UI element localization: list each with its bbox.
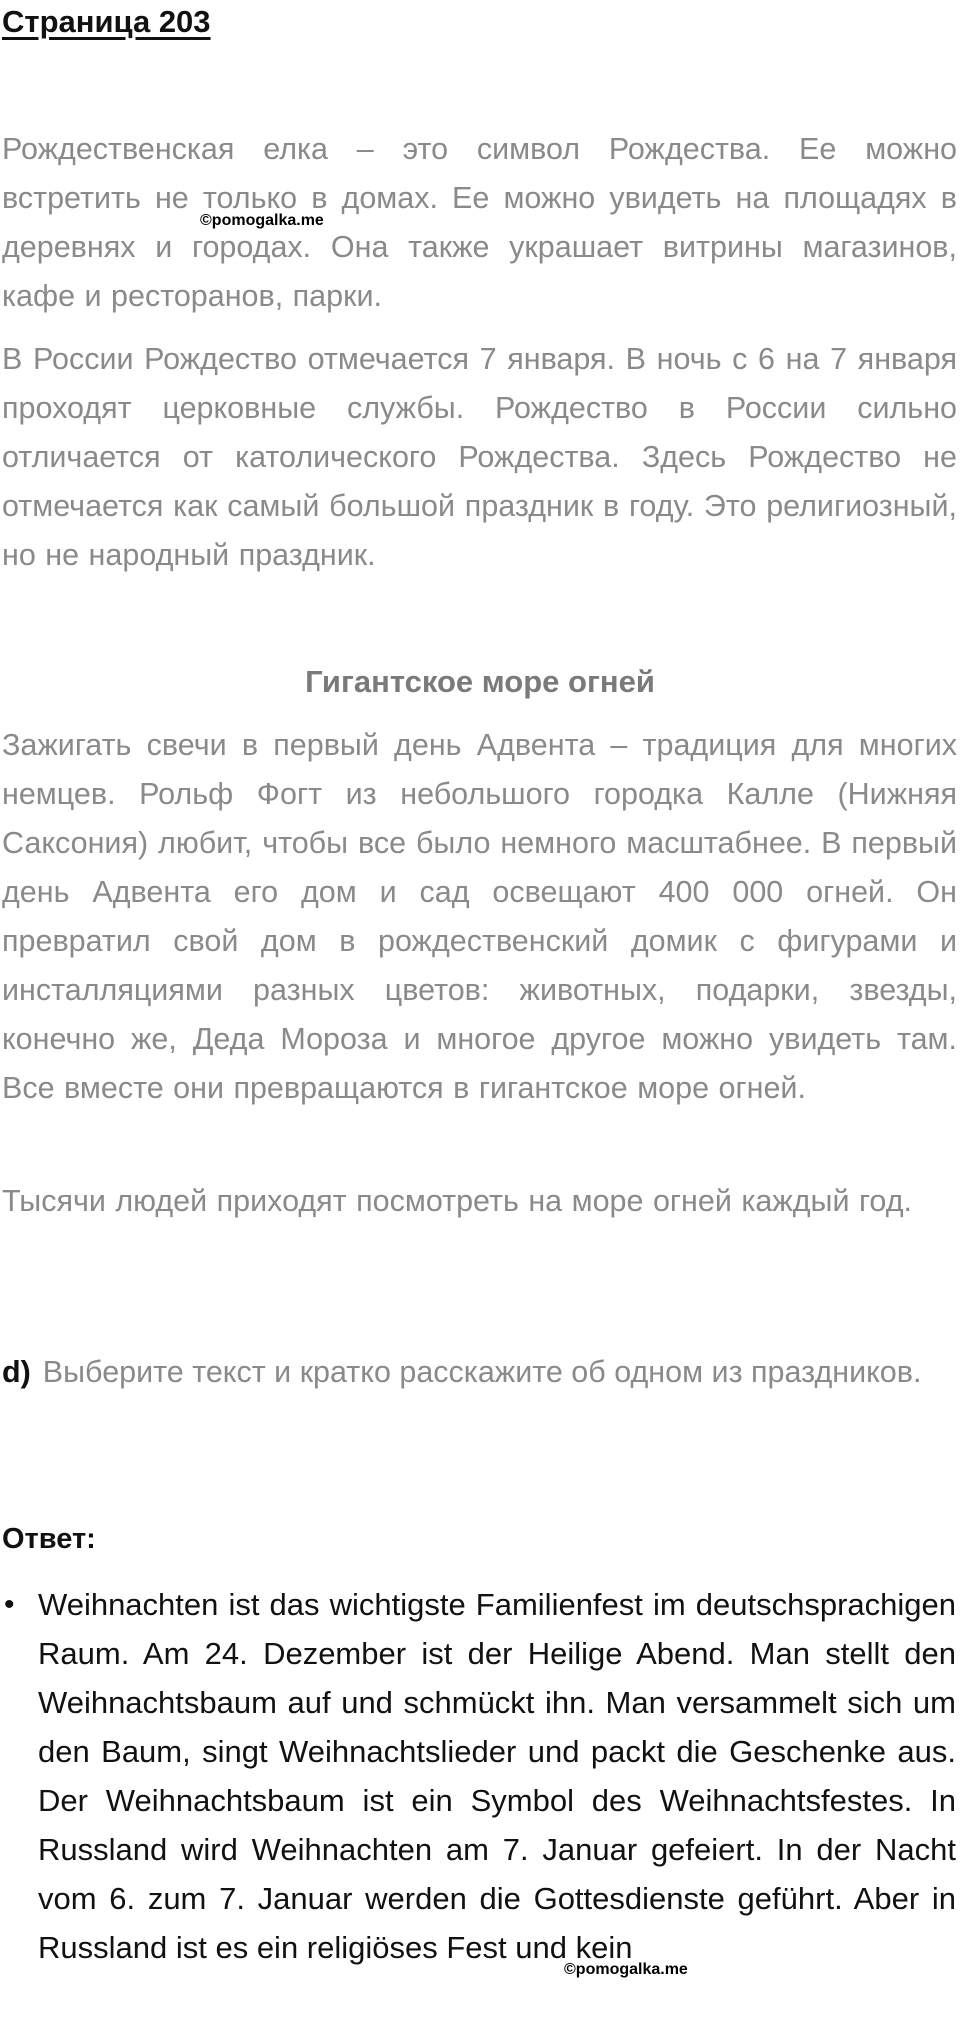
answer-list	[0, 1580, 960, 1972]
answer-list-item	[0, 1580, 956, 1972]
paragraph-sea-of-lights: Зажигать свечи в первый день Адвента – традиция для многих немцев. Рольф Фогт из небольшого городка Калле (Нижняя Саксония) любит, чтобы все было немного масштабнее. В первый день Адвента его дом и сад освещают 400 000 огней. Он превратил свой дом в рождественский домик с фигурами и инсталляциями разных цветов: животных, подарки, звезды, конечно же, Деда Мороза и многое другое можно увидеть там. Все вместе они превращаются в гигантское море огней.	[2, 728, 957, 1105]
paragraph-christmas-russia: В России Рождество отмечается 7 января. В ночь с 6 на 7 января проходят церковные службы. Рождество в России сильно отличается от католического Рождества. Здесь Рождество не отмечается как самый большой праздник в году. Это религиозный, но не народный праздник.	[2, 342, 957, 572]
task-letter: d)	[2, 1355, 31, 1389]
page-title: Страница 203	[2, 4, 211, 39]
section-heading: Гигантское море огней	[305, 664, 655, 699]
paragraph-christmas-tree: Рождественская елка – это символ Рождества. Ее можно встретить не только в домах. Ее можно увидеть на площадях в деревнях и городах. Она также украшает витрины магазинов, кафе и ресторанов, парки.	[2, 132, 957, 313]
watermark-bottom: ©pomogalka.me	[564, 1961, 688, 1978]
watermark-top: ©pomogalka.me	[200, 212, 324, 229]
answer-text: Weihnachten ist das wichtigste Familienfest im deutschsprachigen Raum. Am 24. Dezember ist der Heilige Abend. Man stellt den Weihnachtsbaum auf und schmückt ihn. Man versammelt sich um den Baum, singt Weihnachtslieder und packt die Geschenke aus. Der Weihnachtsbaum ist ein Symbol des Weihnachtsfestes. In Russland wird Weihnachten am 7. Januar gefeiert. In der Nacht vom 6. zum 7. Januar werden die Gottesdienste geführt. Aber in Russland ist es ein religiöses Fest und kein	[38, 1587, 956, 1965]
task-text: Выберите текст и кратко расскажите об одном из праздников.	[42, 1355, 922, 1389]
task-d	[2, 1347, 957, 1397]
answer-label: Ответ:	[2, 1523, 96, 1555]
bullet-icon: •	[4, 1588, 15, 1621]
paragraph-visitors: Тысячи людей приходят посмотреть на море огней каждый год.	[2, 1184, 912, 1218]
